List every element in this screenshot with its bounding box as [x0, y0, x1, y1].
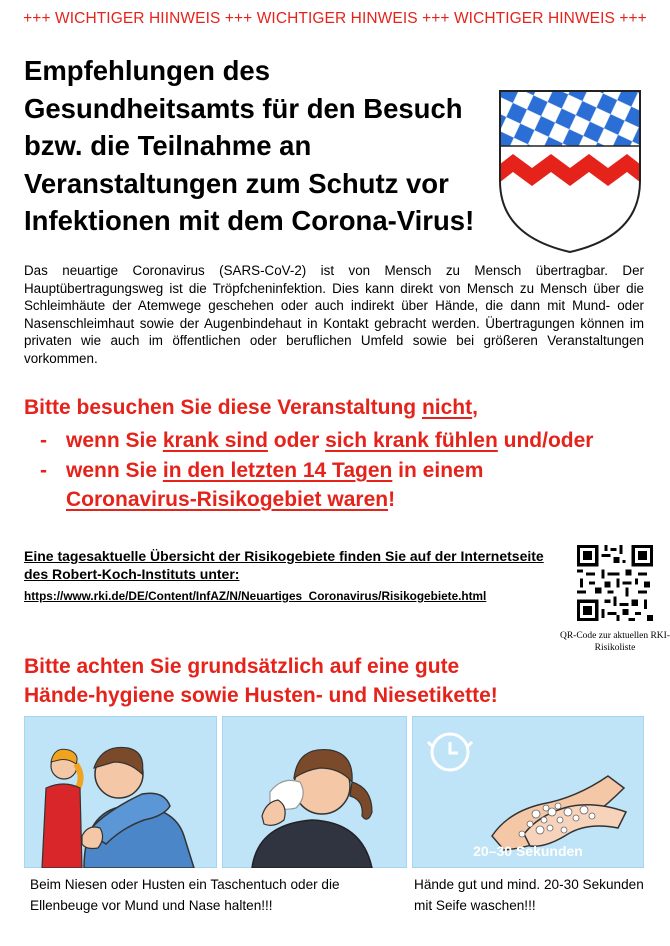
- timer-label: 20–30 Sekunden: [473, 843, 583, 859]
- hygiene-heading: Bitte achten Sie grundsätzlich auf eine gute Hände-hygiene sowie Husten- und Niesetikette!: [24, 655, 498, 707]
- coat-of-arms-icon: [495, 86, 645, 256]
- warning-item-risk-area: - wenn Sie in den letzten 14 Tagen in einem: [40, 459, 484, 482]
- warning-banner: +++ WICHTIGER HIINWEIS +++ WICHTIGER HINWEIS +++ WICHTIGER HINWEIS +++: [23, 10, 647, 27]
- qr-caption: QR-Code zur aktuellen RKI-Risikoliste: [559, 631, 670, 653]
- caption-handwash: Hände gut und mind. 20-30 Sekunden mit Seife waschen!!!: [414, 877, 644, 913]
- warning-item-risk-area-cont: Coronavirus-Risikogebiet waren!: [66, 488, 396, 511]
- handwashing-illustration: [412, 716, 644, 868]
- page-title: Empfehlungen des Gesundheitsamts für den Besuch bzw. die Teilnahme an Veranstaltungen zum Schutz vor Infektionen mit dem Corona-Virus!: [24, 55, 475, 236]
- warning-item-sick: - wenn Sie krank sind oder sich krank fühlen und/oder: [40, 429, 594, 452]
- rki-link[interactable]: https://www.rki.de/DE/Content/InfAZ/N/Neuartiges_Coronavirus/Risikogebiete.html: [24, 589, 487, 603]
- sneeze-tissue-illustration: [222, 716, 407, 868]
- qr-code-icon[interactable]: [577, 545, 653, 621]
- caption-sneeze: Beim Niesen oder Husten ein Taschentuch oder die Ellenbeuge vor Mund und Nase halten!!!: [30, 877, 340, 913]
- warning-heading: Bitte besuchen Sie diese Veranstaltung nicht,: [24, 396, 478, 419]
- rki-heading: Eine tagesaktuelle Übersicht der Risikogebiete finden Sie auf der Internetseite des Robert-Koch-Instituts unter:: [24, 548, 544, 582]
- sneeze-elbow-illustration: [24, 716, 217, 868]
- intro-paragraph: Das neuartige Coronavirus (SARS-CoV-2) ist von Mensch zu Mensch übertragbar. Der Hauptübertragungsweg ist die Tröpfcheninfektion. Dies kann direkt von Mensch zu Mensch über die Schleimhäute der Atemwege geschehen oder auch indirekt über Hände, die dann mit Mund- oder Nasenschleimhaut sowie der Augenbindehaut in Kontakt gebracht werden. Übertragungen können im privaten wie auch im öffentlichen oder beruflichen Umfeld sowie bei größeren Veranstaltungen vorkommen.: [24, 263, 644, 366]
